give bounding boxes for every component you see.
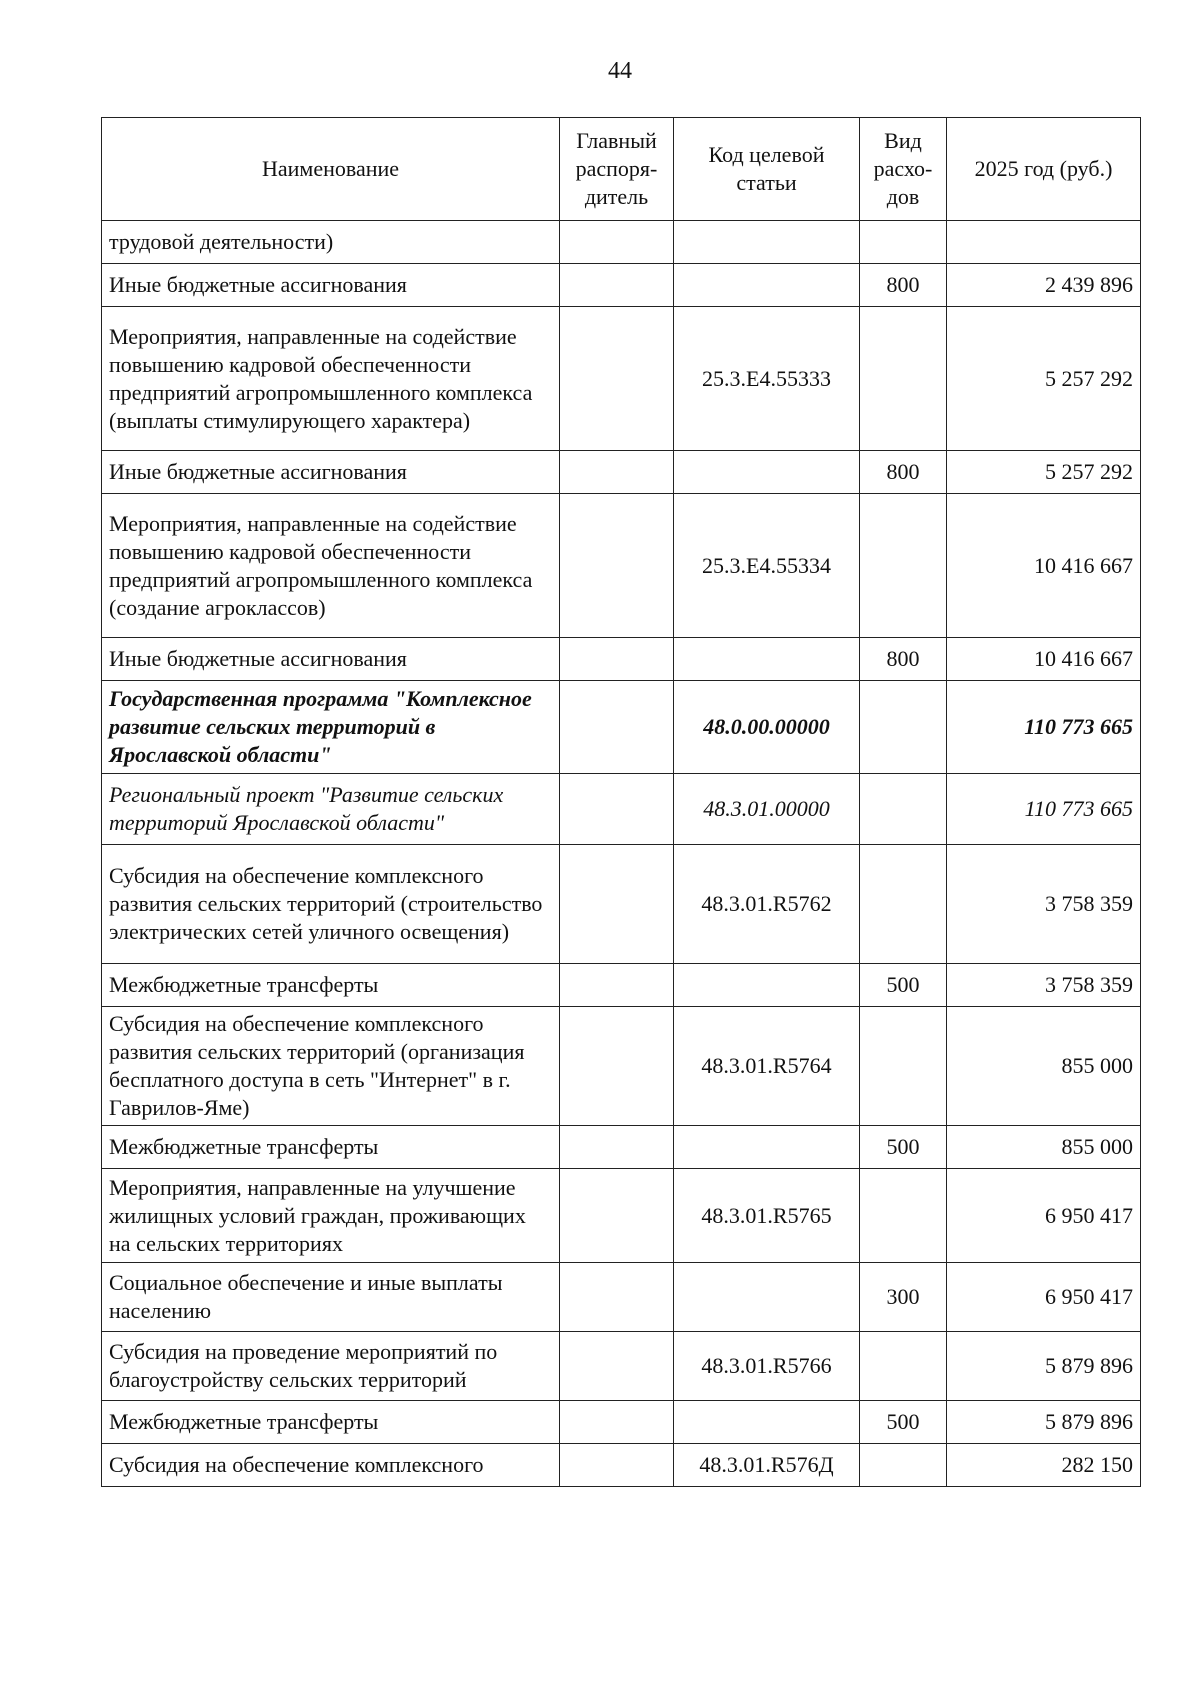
cell-type: 800: [860, 264, 947, 307]
table-row: [102, 1263, 1141, 1332]
cell-type: [860, 494, 947, 638]
cell-amount: 5 257 292: [947, 451, 1141, 494]
table-row: [102, 638, 1141, 681]
cell-name: Мероприятия, направленные на улучшение жилищных условий граждан, проживающих на сельских территориях: [102, 1169, 560, 1263]
cell-code: 48.0.00.00000: [674, 681, 860, 774]
cell-name: Иные бюджетные ассигнования: [102, 638, 560, 681]
cell-admin: [560, 451, 674, 494]
cell-type: 500: [860, 1126, 947, 1169]
cell-name: Субсидия на обеспечение комплексного развития сельских территорий (организация бесплатного доступа в сеть "Интернет" в г. Гаврилов-Яме): [102, 1007, 560, 1126]
cell-type: 800: [860, 638, 947, 681]
cell-amount: 855 000: [947, 1007, 1141, 1126]
cell-code: [674, 964, 860, 1007]
cell-admin: [560, 264, 674, 307]
cell-type: 500: [860, 1401, 947, 1444]
table-row: [102, 1007, 1141, 1126]
cell-name: Межбюджетные трансферты: [102, 964, 560, 1007]
cell-amount: 10 416 667: [947, 494, 1141, 638]
cell-name: трудовой деятельности): [102, 221, 560, 264]
cell-amount: 6 950 417: [947, 1169, 1141, 1263]
cell-amount: 5 879 896: [947, 1401, 1141, 1444]
cell-amount: 5 257 292: [947, 307, 1141, 451]
cell-name: Иные бюджетные ассигнования: [102, 264, 560, 307]
header-amount: 2025 год (руб.): [947, 118, 1141, 221]
cell-admin: [560, 638, 674, 681]
cell-admin: [560, 964, 674, 1007]
cell-name: Мероприятия, направленные на содействие повышению кадровой обеспеченности предприятий агропромышленного комплекса (создание агроклассов): [102, 494, 560, 638]
cell-name: Государственная программа "Комплексное развитие сельских территорий в Ярославской области": [102, 681, 560, 774]
cell-amount: [947, 221, 1141, 264]
table-row: [102, 964, 1141, 1007]
cell-amount: 110 773 665: [947, 774, 1141, 845]
cell-code: [674, 1263, 860, 1332]
cell-admin: [560, 1169, 674, 1263]
cell-code: 48.3.01.R576Д: [674, 1444, 860, 1487]
cell-type: [860, 845, 947, 964]
cell-type: [860, 1332, 947, 1401]
cell-code: [674, 1401, 860, 1444]
cell-name: Межбюджетные трансферты: [102, 1126, 560, 1169]
cell-type: 500: [860, 964, 947, 1007]
cell-type: [860, 1169, 947, 1263]
cell-code: 48.3.01.R5766: [674, 1332, 860, 1401]
cell-admin: [560, 221, 674, 264]
cell-type: [860, 681, 947, 774]
cell-admin: [560, 1126, 674, 1169]
cell-admin: [560, 774, 674, 845]
cell-code: 25.3.E4.55333: [674, 307, 860, 451]
cell-admin: [560, 1007, 674, 1126]
cell-code: [674, 638, 860, 681]
header-name: Наименование: [102, 118, 560, 221]
cell-admin: [560, 494, 674, 638]
header-type: Вид расхо-дов: [860, 118, 947, 221]
table-row: [102, 1126, 1141, 1169]
cell-type: [860, 221, 947, 264]
cell-code: 48.3.01.00000: [674, 774, 860, 845]
cell-amount: 282 150: [947, 1444, 1141, 1487]
cell-type: [860, 1444, 947, 1487]
page-number: 44: [608, 58, 632, 84]
cell-amount: 5 879 896: [947, 1332, 1141, 1401]
cell-admin: [560, 1332, 674, 1401]
cell-type: [860, 774, 947, 845]
table-row: [102, 845, 1141, 964]
cell-type: 800: [860, 451, 947, 494]
table-row: [102, 221, 1141, 264]
cell-admin: [560, 1444, 674, 1487]
cell-name: Региональный проект "Развитие сельских территорий Ярославской области": [102, 774, 560, 845]
cell-name: Социальное обеспечение и иные выплаты населению: [102, 1263, 560, 1332]
budget-table: [101, 117, 1141, 1487]
table-row: [102, 1169, 1141, 1263]
cell-amount: 3 758 359: [947, 845, 1141, 964]
cell-name: Субсидия на проведение мероприятий по благоустройству сельских территорий: [102, 1332, 560, 1401]
cell-type: 300: [860, 1263, 947, 1332]
cell-code: 48.3.01.R5764: [674, 1007, 860, 1126]
cell-amount: 6 950 417: [947, 1263, 1141, 1332]
cell-amount: 3 758 359: [947, 964, 1141, 1007]
table-row: [102, 1332, 1141, 1401]
cell-code: [674, 264, 860, 307]
cell-admin: [560, 681, 674, 774]
table-row: [102, 264, 1141, 307]
table-row: [102, 774, 1141, 845]
cell-type: [860, 1007, 947, 1126]
cell-admin: [560, 845, 674, 964]
cell-admin: [560, 307, 674, 451]
cell-name: Субсидия на обеспечение комплексного развития сельских территорий (строительство электрических сетей уличного освещения): [102, 845, 560, 964]
cell-amount: 10 416 667: [947, 638, 1141, 681]
cell-code: [674, 451, 860, 494]
cell-code: [674, 221, 860, 264]
table-row: [102, 1401, 1141, 1444]
table-row: [102, 451, 1141, 494]
table-row: [102, 1444, 1141, 1487]
cell-code: [674, 1126, 860, 1169]
cell-name: Субсидия на обеспечение комплексного: [102, 1444, 560, 1487]
table-body: [102, 221, 1141, 1487]
cell-type: [860, 307, 947, 451]
table-row: [102, 307, 1141, 451]
cell-amount: 110 773 665: [947, 681, 1141, 774]
table-row: [102, 494, 1141, 638]
cell-name: Иные бюджетные ассигнования: [102, 451, 560, 494]
cell-amount: 855 000: [947, 1126, 1141, 1169]
cell-amount: 2 439 896: [947, 264, 1141, 307]
cell-admin: [560, 1401, 674, 1444]
table-row: [102, 681, 1141, 774]
header-code: Код целевой статьи: [674, 118, 860, 221]
cell-name: Мероприятия, направленные на содействие повышению кадровой обеспеченности предприятий агропромышленного комплекса (выплаты стимулирующего характера): [102, 307, 560, 451]
header-admin: Главный распоря-дитель: [560, 118, 674, 221]
cell-admin: [560, 1263, 674, 1332]
cell-code: 48.3.01.R5762: [674, 845, 860, 964]
cell-code: 25.3.E4.55334: [674, 494, 860, 638]
cell-name: Межбюджетные трансферты: [102, 1401, 560, 1444]
table-header-row: [102, 118, 1141, 221]
cell-code: 48.3.01.R5765: [674, 1169, 860, 1263]
